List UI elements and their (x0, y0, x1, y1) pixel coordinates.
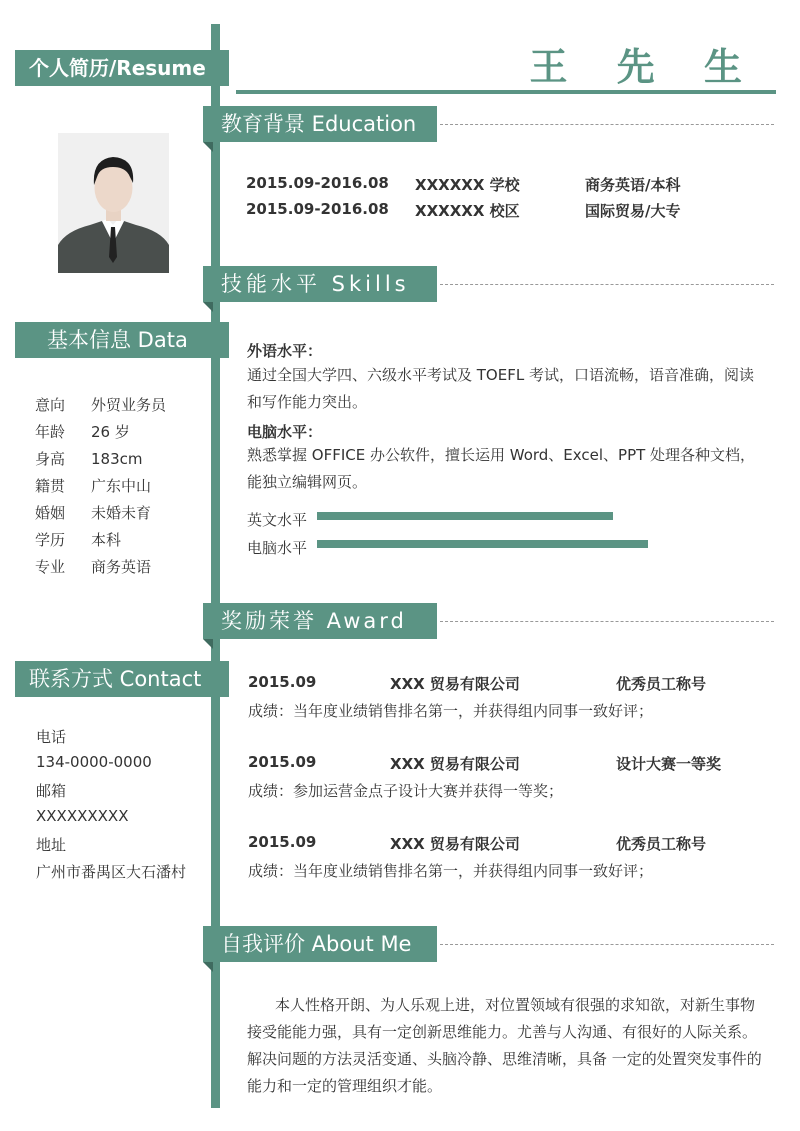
ribbon-fold (203, 962, 213, 972)
info-row: 籍贯 广东中山 (35, 477, 152, 495)
language-skill-text: 通过全国大学四、六级水平考试及 TOEFL 考试，口语流畅，语音准确，阅读和写作能力突出。 (247, 366, 754, 411)
contact-label-phone: 电话 (36, 728, 67, 746)
resume-tag: 个人简历/Resume (15, 50, 229, 86)
info-row: 意向 外贸业务员 (35, 396, 167, 414)
skill-bar-track (317, 512, 707, 520)
section-divider (440, 621, 774, 622)
info-row: 年龄 26 岁 (35, 423, 130, 441)
info-row: 专业 商务英语 (35, 558, 152, 576)
contact-email: XXXXXXXXX (36, 807, 129, 825)
name-underline (236, 90, 776, 94)
skill-bar-label: 电脑水平 (247, 539, 308, 557)
contact-section-title: 联系方式 Contact (15, 661, 229, 697)
info-row: 婚姻 未婚未育 (35, 504, 152, 522)
computer-skill-text: 熟悉掌握 OFFICE 办公软件，擅长运用 Word、Excel、PPT 处理各种文档，能独立编辑网页。 (247, 446, 756, 491)
award-item: 2015.09 XXX 贸易有限公司 优秀员工称号 成绩：当年度业绩销售排名第一，并获得组内同事一致好评； (248, 833, 707, 880)
section-divider (440, 284, 774, 285)
skill-bar-fill-computer (317, 540, 648, 548)
section-divider (440, 944, 774, 945)
contact-label-email: 邮箱 (36, 782, 67, 800)
contact-address: 广州市番禺区大石潘村 (36, 863, 187, 881)
skill-bar-fill-english (317, 512, 613, 520)
language-skill-title: 外语水平： (247, 342, 323, 360)
computer-skill-title: 电脑水平： (247, 423, 323, 441)
ribbon-fold (203, 302, 213, 312)
award-item: 2015.09 XXX 贸易有限公司 设计大赛一等奖 成绩：参加运营金点子设计大赛并获得一等奖； (248, 753, 722, 800)
skill-bar-track (317, 540, 697, 548)
section-divider (440, 124, 774, 125)
about-me-text: 本人性格开朗、为人乐观上进，对位置领域有很强的求知欲，对新生事物接受能能力强，具有一定创新思维能力。尤善与人沟通、有很好的人际关系。解决问题的方法灵活变通、头脑冷静、思维清晰，具备 一定的处置突发事件的能力和一定的管理组织才能。 (247, 996, 762, 1095)
candidate-name: 王 先 生 (529, 45, 760, 89)
data-section-title: 基本信息 Data (15, 322, 229, 358)
about-section-title: 自我评价 About Me (203, 926, 437, 962)
award-item: 2015.09 XXX 贸易有限公司 优秀员工称号 成绩：当年度业绩销售排名第一，并获得组内同事一致好评； (248, 673, 707, 720)
award-section-title: 奖励荣誉 Award (203, 603, 437, 639)
ribbon-fold (203, 142, 213, 152)
info-row: 学历 本科 (35, 531, 122, 549)
contact-phone: 134-0000-0000 (36, 753, 152, 771)
skills-section-title: 技能水平 Skills (203, 266, 437, 302)
info-row: 身高 183cm (35, 450, 143, 468)
ribbon-fold (203, 639, 213, 649)
education-section-title: 教育背景 Education (203, 106, 437, 142)
profile-photo (58, 133, 169, 273)
skill-bar-label: 英文水平 (247, 511, 308, 529)
contact-label-address: 地址 (36, 836, 67, 854)
avatar-icon (58, 133, 169, 273)
